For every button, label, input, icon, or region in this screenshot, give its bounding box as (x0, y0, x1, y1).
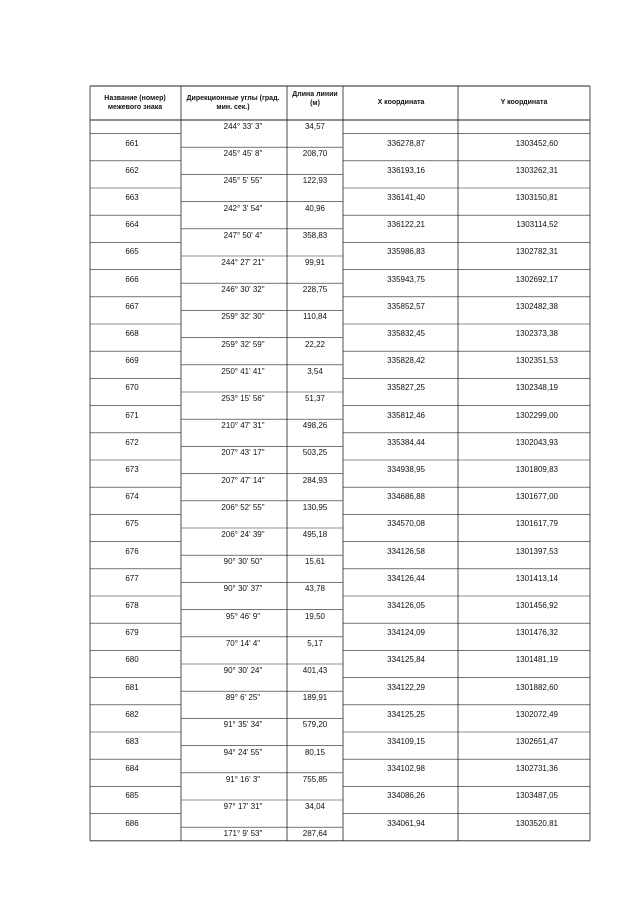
y-coordinate: 1302692,17 (515, 274, 558, 284)
marker-name: 680 (125, 655, 139, 665)
x-coordinate: 336122,21 (387, 220, 425, 230)
marker-name: 675 (125, 519, 139, 529)
segment-angle: 244° 33' 3" (223, 122, 263, 131)
marker-name: 677 (125, 573, 139, 583)
marker-name: 686 (125, 818, 139, 828)
segment-length: 15,61 (304, 557, 326, 567)
segment-length: 358,83 (302, 230, 328, 240)
y-coordinate: 1302373,38 (515, 329, 558, 338)
segment-angle: 244° 27' 21" (221, 258, 265, 267)
y-coordinate: 1303520,81 (515, 818, 558, 828)
header-x: X координата (377, 99, 425, 106)
y-coordinate: 1302351,53 (515, 356, 558, 366)
segment-angle: 70° 14' 4" (225, 638, 261, 648)
segment-length: 22,22 (304, 339, 326, 349)
segment-length: 130,95 (302, 502, 328, 512)
segment-angle: 89° 6' 25" (225, 693, 261, 703)
segment-angle: 171° 9' 53" (223, 829, 263, 839)
x-coordinate: 336141,40 (387, 193, 425, 202)
segment-angle: 253° 15' 56" (221, 394, 265, 403)
marker-name: 668 (125, 329, 139, 338)
segment-length: 5,17 (307, 638, 323, 648)
segment-angle: 90° 30' 24" (223, 666, 263, 675)
segment-angle: 206° 52' 55" (221, 502, 265, 512)
x-coordinate: 336278,87 (387, 138, 425, 148)
y-coordinate: 1301617,79 (515, 519, 558, 529)
marker-name: 682 (125, 709, 139, 719)
segment-angle: 97° 17' 31" (223, 802, 263, 811)
segment-length: 80,15 (304, 747, 326, 757)
segment-length: 19,50 (304, 611, 326, 621)
x-coordinate: 336193,16 (387, 165, 425, 175)
marker-name: 673 (125, 465, 139, 474)
y-coordinate: 1301476,32 (515, 628, 558, 638)
x-coordinate: 334124,09 (387, 628, 425, 638)
y-coordinate: 1302072,49 (515, 709, 558, 719)
marker-name: 670 (125, 383, 139, 393)
y-coordinate: 1301882,60 (515, 682, 558, 692)
segment-angle: 210° 47' 31" (221, 421, 265, 431)
segment-angle: 206° 24' 39" (221, 530, 265, 539)
x-coordinate: 335832,45 (387, 329, 425, 338)
x-coordinate: 335943,75 (387, 274, 425, 284)
x-coordinate: 334086,26 (387, 791, 425, 801)
marker-name: 666 (125, 274, 139, 284)
y-coordinate: 1301677,00 (515, 492, 558, 502)
x-coordinate: 334109,15 (387, 737, 425, 746)
segment-length: 287,64 (302, 829, 328, 839)
segment-angle: 259° 32' 30" (221, 312, 265, 322)
x-coordinate: 335986,83 (387, 247, 425, 257)
segment-angle: 259° 32' 59" (221, 339, 265, 349)
y-coordinate: 1301397,53 (515, 546, 558, 556)
segment-length: 208,70 (302, 149, 328, 159)
y-coordinate: 1302482,38 (515, 301, 558, 311)
x-coordinate: 334126,05 (387, 601, 425, 610)
x-coordinate: 334122,29 (387, 682, 425, 692)
marker-name: 684 (125, 764, 139, 774)
y-coordinate: 1302299,00 (515, 410, 558, 420)
marker-name: 665 (125, 247, 139, 257)
segment-angle: 245° 5' 55" (223, 176, 263, 186)
y-coordinate: 1303262,31 (515, 165, 558, 175)
segment-angle: 90° 30' 50" (223, 557, 263, 567)
x-coordinate: 334125,25 (387, 709, 425, 719)
marker-name: 683 (125, 737, 139, 746)
segment-length: 34,57 (304, 122, 326, 131)
marker-name: 671 (125, 410, 139, 420)
marker-name: 662 (125, 165, 139, 175)
marker-name: 664 (125, 220, 139, 230)
segment-angle: 91° 35' 34" (223, 720, 263, 730)
marker-name: 674 (125, 492, 139, 502)
segment-angle: 90° 30' 37" (223, 584, 263, 594)
y-coordinate: 1301413,14 (515, 573, 558, 583)
header-angle: Дирекционные углы (град. мин. сек.) (186, 95, 280, 111)
segment-length: 99,91 (304, 258, 326, 267)
y-coordinate: 1302043,93 (515, 437, 558, 447)
segment-length: 34,04 (304, 802, 326, 811)
marker-name: 661 (125, 138, 139, 148)
x-coordinate: 335852,57 (387, 301, 425, 311)
segment-length: 110,84 (303, 312, 327, 322)
x-coordinate: 334061,94 (387, 818, 425, 828)
y-coordinate: 1303452,60 (515, 138, 558, 148)
segment-length: 401,43 (302, 666, 328, 675)
segment-length: 495,18 (302, 530, 328, 539)
segment-angle: 95° 46' 9" (225, 611, 261, 621)
segment-length: 51,37 (304, 394, 326, 403)
segment-angle: 91° 16' 3" (225, 774, 261, 784)
segment-length: 228,75 (302, 285, 328, 295)
marker-name: 685 (125, 791, 139, 801)
x-coordinate: 335384,44 (387, 437, 425, 447)
segment-length: 189,91 (302, 693, 328, 703)
segment-length: 122,93 (302, 176, 328, 186)
x-coordinate: 334125,84 (387, 655, 425, 665)
x-coordinate: 334126,44 (387, 573, 425, 583)
marker-name: 679 (125, 628, 139, 638)
x-coordinate: 335812,46 (387, 410, 425, 420)
marker-name: 678 (125, 601, 139, 610)
x-coordinate: 334686,88 (387, 492, 425, 502)
segment-length: 503,25 (302, 448, 328, 458)
y-coordinate: 1303487,05 (515, 791, 558, 801)
segment-angle: 242° 3' 54" (223, 203, 263, 213)
x-coordinate: 334938,95 (387, 465, 425, 474)
segment-angle: 245° 45' 8" (223, 149, 263, 159)
y-coordinate: 1301809,83 (515, 465, 558, 474)
segment-angle: 247° 50' 4" (223, 230, 263, 240)
marker-name: 663 (125, 193, 139, 202)
marker-name: 676 (125, 546, 139, 556)
header-length: Длина линии (м) (292, 91, 338, 107)
segment-length: 755,85 (302, 774, 328, 784)
segment-length: 284,93 (302, 475, 328, 485)
marker-name: 681 (125, 682, 139, 692)
x-coordinate: 334126,58 (387, 546, 425, 556)
x-coordinate: 335827,25 (387, 383, 425, 393)
segment-length: 579,20 (302, 720, 328, 730)
x-coordinate: 335828,42 (387, 356, 425, 366)
header-y: Y координата (500, 99, 548, 106)
segment-length: 498,26 (302, 421, 328, 431)
segment-angle: 246° 30' 32" (221, 285, 265, 295)
y-coordinate: 1302731,36 (515, 764, 558, 774)
segment-length: 40,96 (304, 203, 326, 213)
x-coordinate: 334102,98 (387, 764, 425, 774)
y-coordinate: 1303114,52 (516, 220, 558, 230)
segment-length: 3,54 (307, 366, 323, 376)
segment-angle: 207° 47' 14" (221, 475, 265, 485)
segment-length: 43,78 (304, 584, 326, 594)
y-coordinate: 1302651,47 (515, 737, 558, 746)
marker-name: 672 (125, 437, 139, 447)
x-coordinate: 334570,08 (387, 519, 425, 529)
segment-angle: 94° 24' 55" (223, 747, 263, 757)
y-coordinate: 1302782,31 (515, 247, 558, 257)
y-coordinate: 1303150,81 (515, 193, 558, 202)
y-coordinate: 1301481,19 (515, 655, 558, 665)
header-name: Название (номер) межевого знака (104, 95, 166, 111)
y-coordinate: 1301456,92 (515, 601, 558, 610)
segment-angle: 250° 41' 41" (221, 366, 265, 376)
segment-angle: 207° 43' 17" (221, 448, 265, 458)
marker-name: 667 (125, 301, 139, 311)
marker-name: 669 (125, 356, 139, 366)
y-coordinate: 1302348,19 (515, 383, 558, 393)
